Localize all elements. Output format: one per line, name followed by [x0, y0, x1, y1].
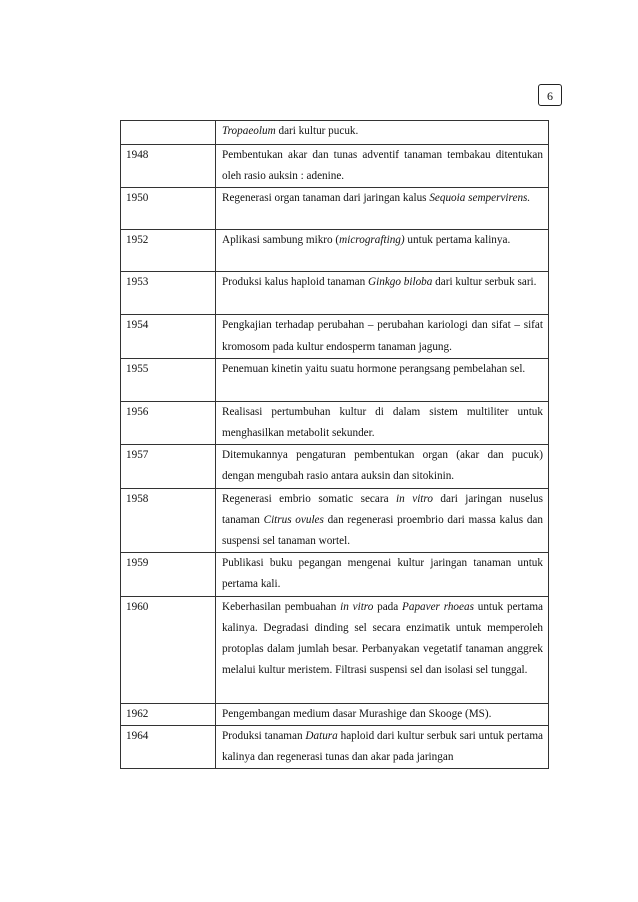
description-text: Produksi kalus haploid tanaman: [222, 276, 369, 289]
description-cell: [216, 272, 549, 315]
description-cell: [216, 445, 549, 488]
description-text: Aplikasi sambung mikro (: [222, 234, 340, 247]
description-text: Pengkajian terhadap perubahan – perubahan kariologi dan sifat – sifat kromosom pada kultur endosperm tanaman jagung.: [222, 319, 543, 353]
description-text: untuk pertama kalinya. Degradasi dinding sel secara enzimatik untuk memperoleh protoplas dalam jumlah besar. Perbanyakan vegetatif tanaman anggrek melalui kultur meristem. Filtrasi suspensi sel dan isolasi sel tunggal.: [222, 600, 544, 677]
italic-text: Sequoia sempervirens.: [429, 192, 531, 205]
description-text: untuk pertama kalinya.: [404, 234, 511, 247]
description-text: Realisasi pertumbuhan kultur di dalam sistem multiliter untuk menghasilkan metabolit sekunder.: [222, 405, 543, 440]
description-cell: [216, 488, 549, 553]
table-row: [121, 272, 549, 315]
description-text: Regenerasi embrio somatic secara: [222, 492, 397, 505]
description-text: Pembentukan akar dan tunas adventif tanaman tembakau ditentukan oleh rasio auksin : adenine.: [222, 149, 543, 183]
year-cell: 1955: [121, 358, 216, 401]
description-cell: [216, 230, 549, 272]
year-cell: 1948: [121, 145, 216, 188]
description-text: dari kultur pucuk.: [275, 125, 359, 137]
year-cell: 1953: [121, 272, 216, 315]
description-text: pada: [373, 600, 403, 613]
page-number: 6: [538, 84, 562, 106]
table-row: [121, 488, 549, 553]
description-cell: [216, 401, 549, 444]
year-cell: 1956: [121, 401, 216, 444]
description-text: Regenerasi organ tanaman dari jaringan kalus: [222, 192, 430, 205]
italic-text: Tropaeolum: [222, 125, 276, 137]
description-cell: [216, 358, 549, 401]
table-row: [121, 121, 549, 145]
year-cell: 1960: [121, 596, 216, 703]
italic-text: in vitro: [340, 600, 374, 613]
italic-text: Papaver rhoeas: [402, 600, 474, 613]
italic-text: Datura: [305, 729, 338, 742]
tissue-culture-timeline-table: [120, 120, 549, 769]
year-cell: 1950: [121, 188, 216, 230]
description-cell: [216, 315, 549, 358]
description-text: Ditemukannya pengaturan pembentukan organ (akar dan pucuk) dengan mengubah rasio antara auksin dan sitokinin.: [222, 449, 543, 483]
description-text: Pengembangan medium dasar Murashige dan Skooge (MS).: [222, 707, 492, 720]
table-row: [121, 358, 549, 401]
description-text: Produksi tanaman: [222, 729, 306, 742]
description-cell: [216, 121, 549, 145]
italic-text: Citrus ovules: [263, 513, 324, 526]
table-row: [121, 230, 549, 272]
description-cell: [216, 553, 549, 596]
italic-text: micrografting): [339, 234, 405, 247]
year-cell: 1958: [121, 488, 216, 553]
italic-text: in vitro: [396, 492, 433, 505]
table-row: [121, 725, 549, 768]
year-cell: [121, 121, 216, 145]
year-cell: 1957: [121, 445, 216, 488]
description-text: dari jaringan nuselus tanaman: [222, 492, 543, 526]
description-text: dari kultur serbuk sari.: [432, 276, 537, 289]
year-cell: 1952: [121, 230, 216, 272]
year-cell: 1962: [121, 703, 216, 725]
table-row: [121, 703, 549, 725]
description-text: Publikasi buku pegangan mengenai kultur jaringan tanaman untuk pertama kali.: [222, 557, 543, 591]
table-row: [121, 445, 549, 488]
description-cell: [216, 145, 549, 188]
italic-text: Ginkgo biloba: [368, 276, 433, 289]
table-row: [121, 596, 549, 703]
description-cell: [216, 703, 549, 725]
table-row: [121, 401, 549, 444]
year-cell: 1964: [121, 725, 216, 768]
description-text: Keberhasilan pembuahan: [222, 600, 341, 613]
description-cell: [216, 188, 549, 230]
description-cell: [216, 725, 549, 768]
table-row: [121, 188, 549, 230]
year-cell: 1959: [121, 553, 216, 596]
description-text: dan regenerasi proembrio dari massa kalus dan suspensi sel tanaman wortel.: [222, 513, 543, 548]
table-row: [121, 315, 549, 358]
description-text: haploid dari kultur serbuk sari untuk pertama kalinya dan regenerasi tunas dan akar pada jaringan: [222, 729, 543, 764]
table-row: [121, 145, 549, 188]
year-cell: 1954: [121, 315, 216, 358]
table-row: [121, 553, 549, 596]
description-text: Penemuan kinetin yaitu suatu hormone perangsang pembelahan sel.: [222, 362, 526, 375]
description-cell: [216, 596, 549, 703]
